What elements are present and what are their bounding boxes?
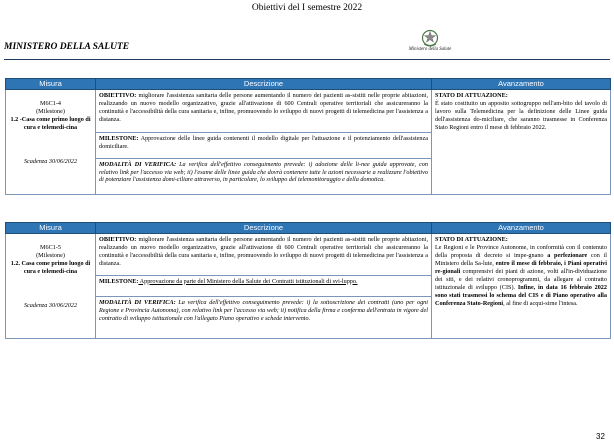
status-text: con il Ministero della Sa-lute,: [435, 251, 607, 267]
measure-deadline: Scadenza 30/06/2022: [23, 157, 78, 165]
measure-title: 1.2 -Casa come primo luogo di cura e telemedi-cina: [10, 115, 91, 131]
objective-cell: [96, 234, 432, 276]
verification-label: MODALITÀ DI VERIFICA:: [99, 299, 176, 307]
ministry-name: MINISTERO DELLA SALUTE: [4, 42, 130, 52]
verification-text: La verifica dell'effettivo conseguimento prevede: i) adozione delle li-nee guida approvate, con relativo link per l'accesso via web; ii) l'esame delle linee guida che dovrà contenere tutte le azioni necessarie a realizzare l'obiettivo di potenziare l'assistenza domi-ciliare attraverso, in particolare, lo sviluppo del telemonitoraggio e della domotica.: [99, 160, 428, 184]
header-description: Descrizione: [96, 79, 432, 90]
status-label: STATO DI ATTUAZIONE:: [435, 92, 508, 99]
header-progress: Avanzamento: [432, 223, 611, 234]
measure-table-1: [5, 78, 611, 195]
milestone-cell: [96, 275, 432, 296]
measure-code: M6C1-5: [40, 244, 61, 251]
measure-table-2: [5, 222, 611, 339]
measure-title: 1.2. Casa come primo luogo di cura e telemedi-cina: [10, 259, 91, 275]
header-measure: Misura: [6, 79, 96, 90]
milestone-text: Approvazione delle linee guida contenenti il modello digitale per l'attuazione e il potenziamento dell'assistenza domiciliare.: [99, 134, 428, 150]
objective-label: OBIETTIVO:: [99, 92, 137, 99]
header-measure: Misura: [6, 223, 96, 234]
measure-type: (Milestone): [36, 107, 65, 115]
milestone-cell: [96, 132, 432, 158]
milestone-label: MILESTONE:: [99, 134, 139, 142]
emblem-caption: Ministero della Salute: [408, 47, 452, 52]
status-text-bold: a perfezionare: [547, 251, 588, 259]
measure-type: (Milestone): [36, 251, 65, 259]
status-text: , al fine di acqui-sirne l'intesa.: [503, 299, 578, 307]
status-text: È stato costituito un apposito sottogruppo nell'am-bito del tavolo di lavoro sulla Telemedicina per la definizione delle Linee guida dell'assistenza do-miciliare: [435, 99, 607, 123]
table-header-row: [6, 79, 611, 90]
header-progress: Avanzamento: [432, 79, 611, 90]
measure-cell: [6, 90, 96, 195]
italian-emblem-icon: [421, 28, 439, 48]
table-row: [6, 234, 611, 276]
objective-label: OBIETTIVO:: [99, 236, 137, 243]
page-number: 32: [596, 432, 605, 441]
status-text: Le Regioni e le Province Autonome, in conformità con il contenuto della proposta di decreto si impe-gnano: [435, 243, 607, 259]
measure-cell: [6, 234, 96, 339]
table-header-row: [6, 223, 611, 234]
measure-deadline: Scadenza 30/06/2022: [23, 301, 78, 309]
status-label: STATO DI ATTUAZIONE:: [435, 236, 508, 243]
status-text-bold: Infine, in data 16 febbraio 2022 sono stati trasmessi lo schema del CIS e di Piano operativo alla Conferenza Stato-Regioni: [435, 283, 607, 307]
measure-code: M6C1-4: [40, 100, 61, 107]
status-text-bold: entro il mese di febbraio, i Piani operativi re-gionali: [435, 259, 607, 275]
verification-text: La verifica dell'effettivo conseguimento prevede: i) la sottoscrizione dei contratti (uno per ogni Regione e Provincia Autonoma), con relativo link per l'accesso via web; ii) notifica della firma e conferma dell'entrata in vigore del contratto di sviluppo istituzionale con l'allegato Piano operativo e schede intervento.: [99, 299, 428, 323]
header-rule: [4, 59, 610, 60]
verification-cell: [96, 158, 432, 194]
status-text-tail: , che saranno trasmesse in Conferenza Stato Regioni entro il mese di febbraio 2022.: [435, 115, 607, 131]
milestone-text: Approvazione da parte del Ministero della Salute dei Contratti istituzionali di svi-luppo.: [138, 277, 358, 285]
verification-label: MODALITÀ DI VERIFICA:: [99, 160, 177, 168]
objective-text: migliorare l'assistenza sanitaria delle persone aumentando il numero dei pazienti as-sistiti nelle proprie abitazioni, realizzando un nuovo modello organizzativo, grazie all'attivazione di 600 Centrali operative territoriali che assicureranno la continuità e l'accessibilità della cura sanitaria e, infine, promuovendo lo sviluppo di nuovi progetti di telemedicina per l'assistenza a distanza.: [99, 92, 428, 123]
verification-cell: [96, 297, 432, 339]
status-cell: [432, 90, 611, 195]
status-text: comprensivi dei piani di azione, volti all'in-dividuazione dei siti, e dei relativi cronoprogrammi, da allegare al contratto istituzionale di sviluppo (CIS).: [435, 267, 607, 291]
header-description: Descrizione: [96, 223, 432, 234]
objective-text: migliorare l'assistenza sanitaria delle persone aumentando il numero dei pazienti as-sistiti nelle proprie abitazioni, realizzando un nuovo modello organizzativo, grazie all'attivazione di 600 Centrali operative territoriali che assicureranno la continuità e l'accessibilità della cura sanitaria e, infine, promuovendo lo sviluppo di nuovi progetti di telemedicina per l'assistenza a distanza.: [99, 236, 428, 267]
ministry-emblem: [398, 28, 462, 52]
milestone-label: MILESTONE:: [99, 277, 139, 285]
page-header-title: Obiettivi del I semestre 2022: [251, 3, 363, 13]
status-cell: [432, 234, 611, 339]
objective-cell: [96, 90, 432, 133]
table-row: [6, 90, 611, 133]
